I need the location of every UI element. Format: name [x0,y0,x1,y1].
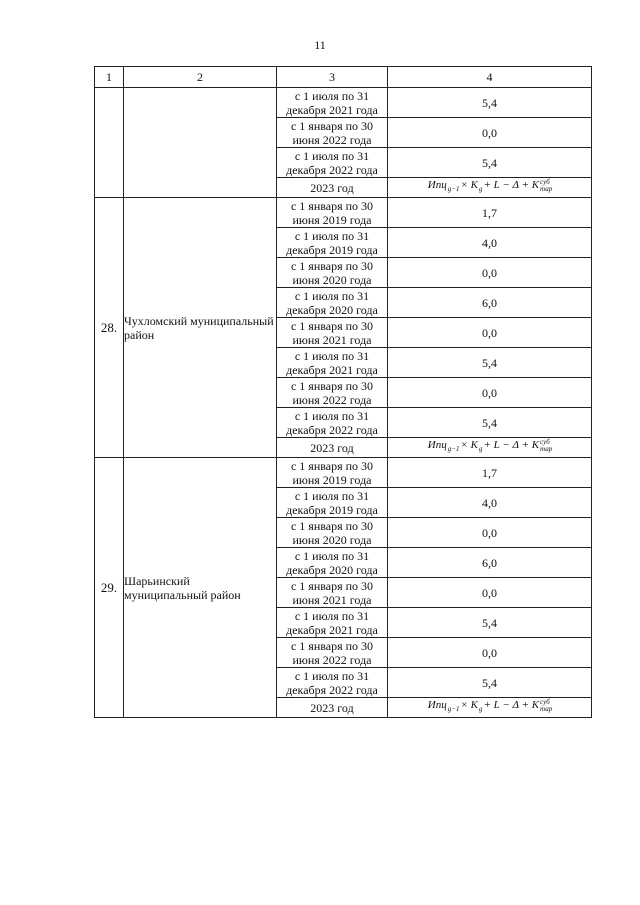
value-cell: 5,4 [388,348,592,378]
value-cell: 5,4 [388,608,592,638]
formula-mult: × K [460,439,478,452]
formula-base-sub: g−1 [447,445,460,454]
tariff-table [94,66,592,718]
period-cell: с 1 января по 30 июня 2022 года [277,378,388,408]
value-cell: 0,0 [388,578,592,608]
period-cell: с 1 июля по 31 декабря 2019 года [277,488,388,518]
value-cell: 0,0 [388,318,592,348]
value-cell: 0,0 [388,638,592,668]
formula-base: Иnц [427,179,447,192]
value-cell: 0,0 [388,378,592,408]
district-name: Шарьинский муниципальный район [124,458,277,718]
district-name-cell [124,88,277,198]
value-cell: 5,4 [388,148,592,178]
formula-k-indices [540,179,552,193]
page-number: 11 [314,38,326,52]
period-cell: с 1 июля по 31 декабря 2021 года [277,608,388,638]
district-name: Чухломский муниципальный район [124,198,277,458]
value-cell: 6,0 [388,548,592,578]
formula-cell [388,178,592,198]
formula-rest: + L − Δ + K [483,439,540,452]
value-cell: 0,0 [388,118,592,148]
formula-cell [388,438,592,458]
period-cell: с 1 июля по 31 декабря 2020 года [277,288,388,318]
header-col-4: 4 [388,67,592,88]
formula-k-sub: тар [540,704,553,713]
formula-k-sub: тар [540,444,553,453]
period-cell: с 1 июля по 31 декабря 2021 года [277,88,388,118]
value-cell: 0,0 [388,258,592,288]
period-cell: 2023 год [277,178,388,198]
formula-mult: × K [460,179,478,192]
formula-rest: + L − Δ + K [483,179,540,192]
formula-k-sub: тар [540,184,553,193]
table-body [95,88,592,718]
value-cell: 4,0 [388,488,592,518]
formula-base-sub: g−1 [447,705,460,714]
table-row [95,458,592,488]
formula-mult: × K [460,699,478,712]
formula-mult-sub: g [479,705,483,714]
formula-base-sub: g−1 [447,185,460,194]
table-row [95,88,592,118]
formula-k-indices [540,699,552,713]
district-number-cell [95,88,124,198]
formula-k-sup: суб [540,177,550,186]
period-cell: 2023 год [277,438,388,458]
period-cell: с 1 июля по 31 декабря 2022 года [277,668,388,698]
period-cell: 2023 год [277,698,388,718]
formula-rest: + L − Δ + K [483,699,540,712]
period-cell: с 1 января по 30 июня 2019 года [277,458,388,488]
value-cell: 5,4 [388,408,592,438]
formula-mult-sub: g [479,445,483,454]
period-cell: с 1 января по 30 июня 2020 года [277,258,388,288]
header-col-2: 2 [124,67,277,88]
value-cell: 5,4 [388,668,592,698]
table-row [95,198,592,228]
value-cell: 6,0 [388,288,592,318]
district-number: 28. [95,198,124,458]
period-cell: с 1 января по 30 июня 2022 года [277,638,388,668]
period-cell: с 1 июля по 31 декабря 2021 года [277,348,388,378]
period-cell: с 1 января по 30 июня 2021 года [277,318,388,348]
header-col-3: 3 [277,67,388,88]
formula-cell [388,698,592,718]
period-cell: с 1 июля по 31 декабря 2022 года [277,148,388,178]
value-cell: 1,7 [388,198,592,228]
formula-base: Иnц [427,439,447,452]
district-number: 29. [95,458,124,718]
period-cell: с 1 июля по 31 декабря 2020 года [277,548,388,578]
value-cell: 1,7 [388,458,592,488]
value-cell: 0,0 [388,518,592,548]
period-cell: с 1 января по 30 июня 2019 года [277,198,388,228]
period-cell: с 1 января по 30 июня 2020 года [277,518,388,548]
value-cell: 4,0 [388,228,592,258]
table-header-row [95,67,592,88]
period-cell: с 1 января по 30 июня 2021 года [277,578,388,608]
formula-base: Иnц [427,699,447,712]
period-cell: с 1 января по 30 июня 2022 года [277,118,388,148]
formula-k-indices [540,439,552,453]
value-cell: 5,4 [388,88,592,118]
period-cell: с 1 июля по 31 декабря 2022 года [277,408,388,438]
formula-k-sup: суб [540,437,550,446]
formula-k-sup: суб [540,697,550,706]
formula-mult-sub: g [479,185,483,194]
period-cell: с 1 июля по 31 декабря 2019 года [277,228,388,258]
header-col-1: 1 [95,67,124,88]
